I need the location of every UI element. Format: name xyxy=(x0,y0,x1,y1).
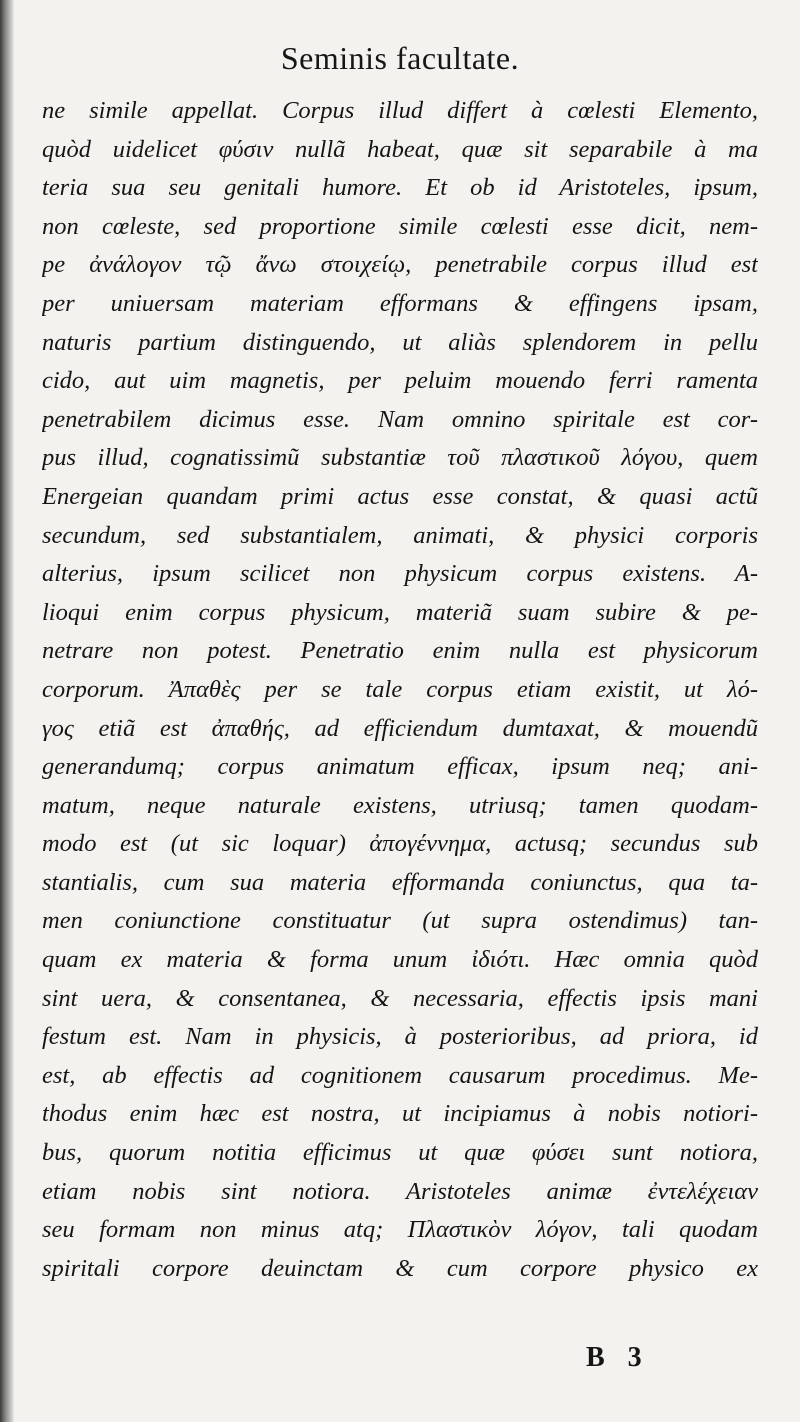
text-line: men coniunctione constituatur (ut supra ostendimus) tan- xyxy=(42,907,758,935)
text-line: non cœleste, sed proportione simile cœlesti esse dicit, nem- xyxy=(42,212,758,240)
text-line: est, ab effectis ad cognitionem causarum procedimus. Me- xyxy=(42,1061,758,1089)
text-line: γος etiã est ἀπαθής, ad efficiendum dumtaxat, & mouendũ xyxy=(42,714,758,742)
text-line: per uniuersam materiam efformans & effingens ipsam, xyxy=(42,289,758,317)
text-line: modo est (ut sic loquar) ἀπογέννημα, actusq; secundus sub xyxy=(42,830,758,858)
text-line: stantialis, cum sua materia efformanda coniunctus, qua ta- xyxy=(42,868,758,896)
text-line: etiam nobis sint notiora. Aristoteles animæ ἐντελέχειαν xyxy=(42,1177,758,1205)
text-line: seu formam non minus atq; Πλαστικὸν λόγον, tali quodam xyxy=(42,1216,758,1244)
text-line: quòd uidelicet φύσιν nullã habeat, quæ sit separabile à ma xyxy=(42,135,758,163)
text-line: ne simile appellat. Corpus illud differt à cœlesti Elemento, xyxy=(42,97,758,124)
text-line: bus, quorum notitia efficimus ut quæ φύσει sunt notiora, xyxy=(42,1139,758,1167)
text-line: penetrabilem dicimus esse. Nam omnino spiritale est cor- xyxy=(42,405,758,433)
text-line: matum, neque naturale existens, utriusq; tamen quodam- xyxy=(42,791,758,819)
text-line: corporum. Ἀπαθὲς per se tale corpus etiam existit, ut λό- xyxy=(42,675,758,703)
text-line: naturis partium distinguendo, ut aliàs splendorem in pellu xyxy=(42,328,758,356)
text-line: pe ἀνάλογον τῷ ἄνω στοιχείῳ, penetrabile corpus illud est xyxy=(42,251,758,279)
text-line: secundum, sed substantialem, animati, & physici corporis xyxy=(42,521,758,549)
text-line: pus illud, cognatissimũ substantiæ τοῦ πλαστικοῦ λόγου, quem xyxy=(42,444,758,472)
text-line: alterius, ipsum scilicet non physicum corpus existens. A- xyxy=(42,560,758,588)
text-line: generandumq; corpus animatum efficax, ipsum neq; ani- xyxy=(42,753,758,781)
text-line: lioqui enim corpus physicum, materiã suam subire & pe- xyxy=(42,598,758,626)
signature-mark: B 3 xyxy=(586,1342,642,1373)
text-line: quam ex materia & forma unum ἰδιότι. Hæc omnia quòd xyxy=(42,946,758,974)
text-line: spiritali corpore deuinctam & cum corpore physico ex xyxy=(42,1254,758,1282)
running-head: Seminis facultate. xyxy=(280,40,520,76)
text-line: sint uera, & consentanea, & necessaria, effectis ipsis mani xyxy=(42,984,758,1012)
text-line: thodus enim hæc est nostra, ut incipiamus à nobis notiori- xyxy=(42,1100,758,1128)
text-line: teria sua seu genitali humore. Et ob id Aristoteles, ipsum, xyxy=(42,174,758,202)
text-line: cido, aut uim magnetis, per peluim mouendo ferri ramenta xyxy=(42,367,758,395)
binding-edge xyxy=(0,0,14,1422)
text-line: festum est. Nam in physicis, à posterioribus, ad priora, id xyxy=(42,1023,758,1051)
text-line: Energeian quandam primi actus esse constat, & quasi actũ xyxy=(42,482,758,510)
body-text xyxy=(42,92,758,1288)
text-line: netrare non potest. Penetratio enim nulla est physicorum xyxy=(42,637,758,665)
